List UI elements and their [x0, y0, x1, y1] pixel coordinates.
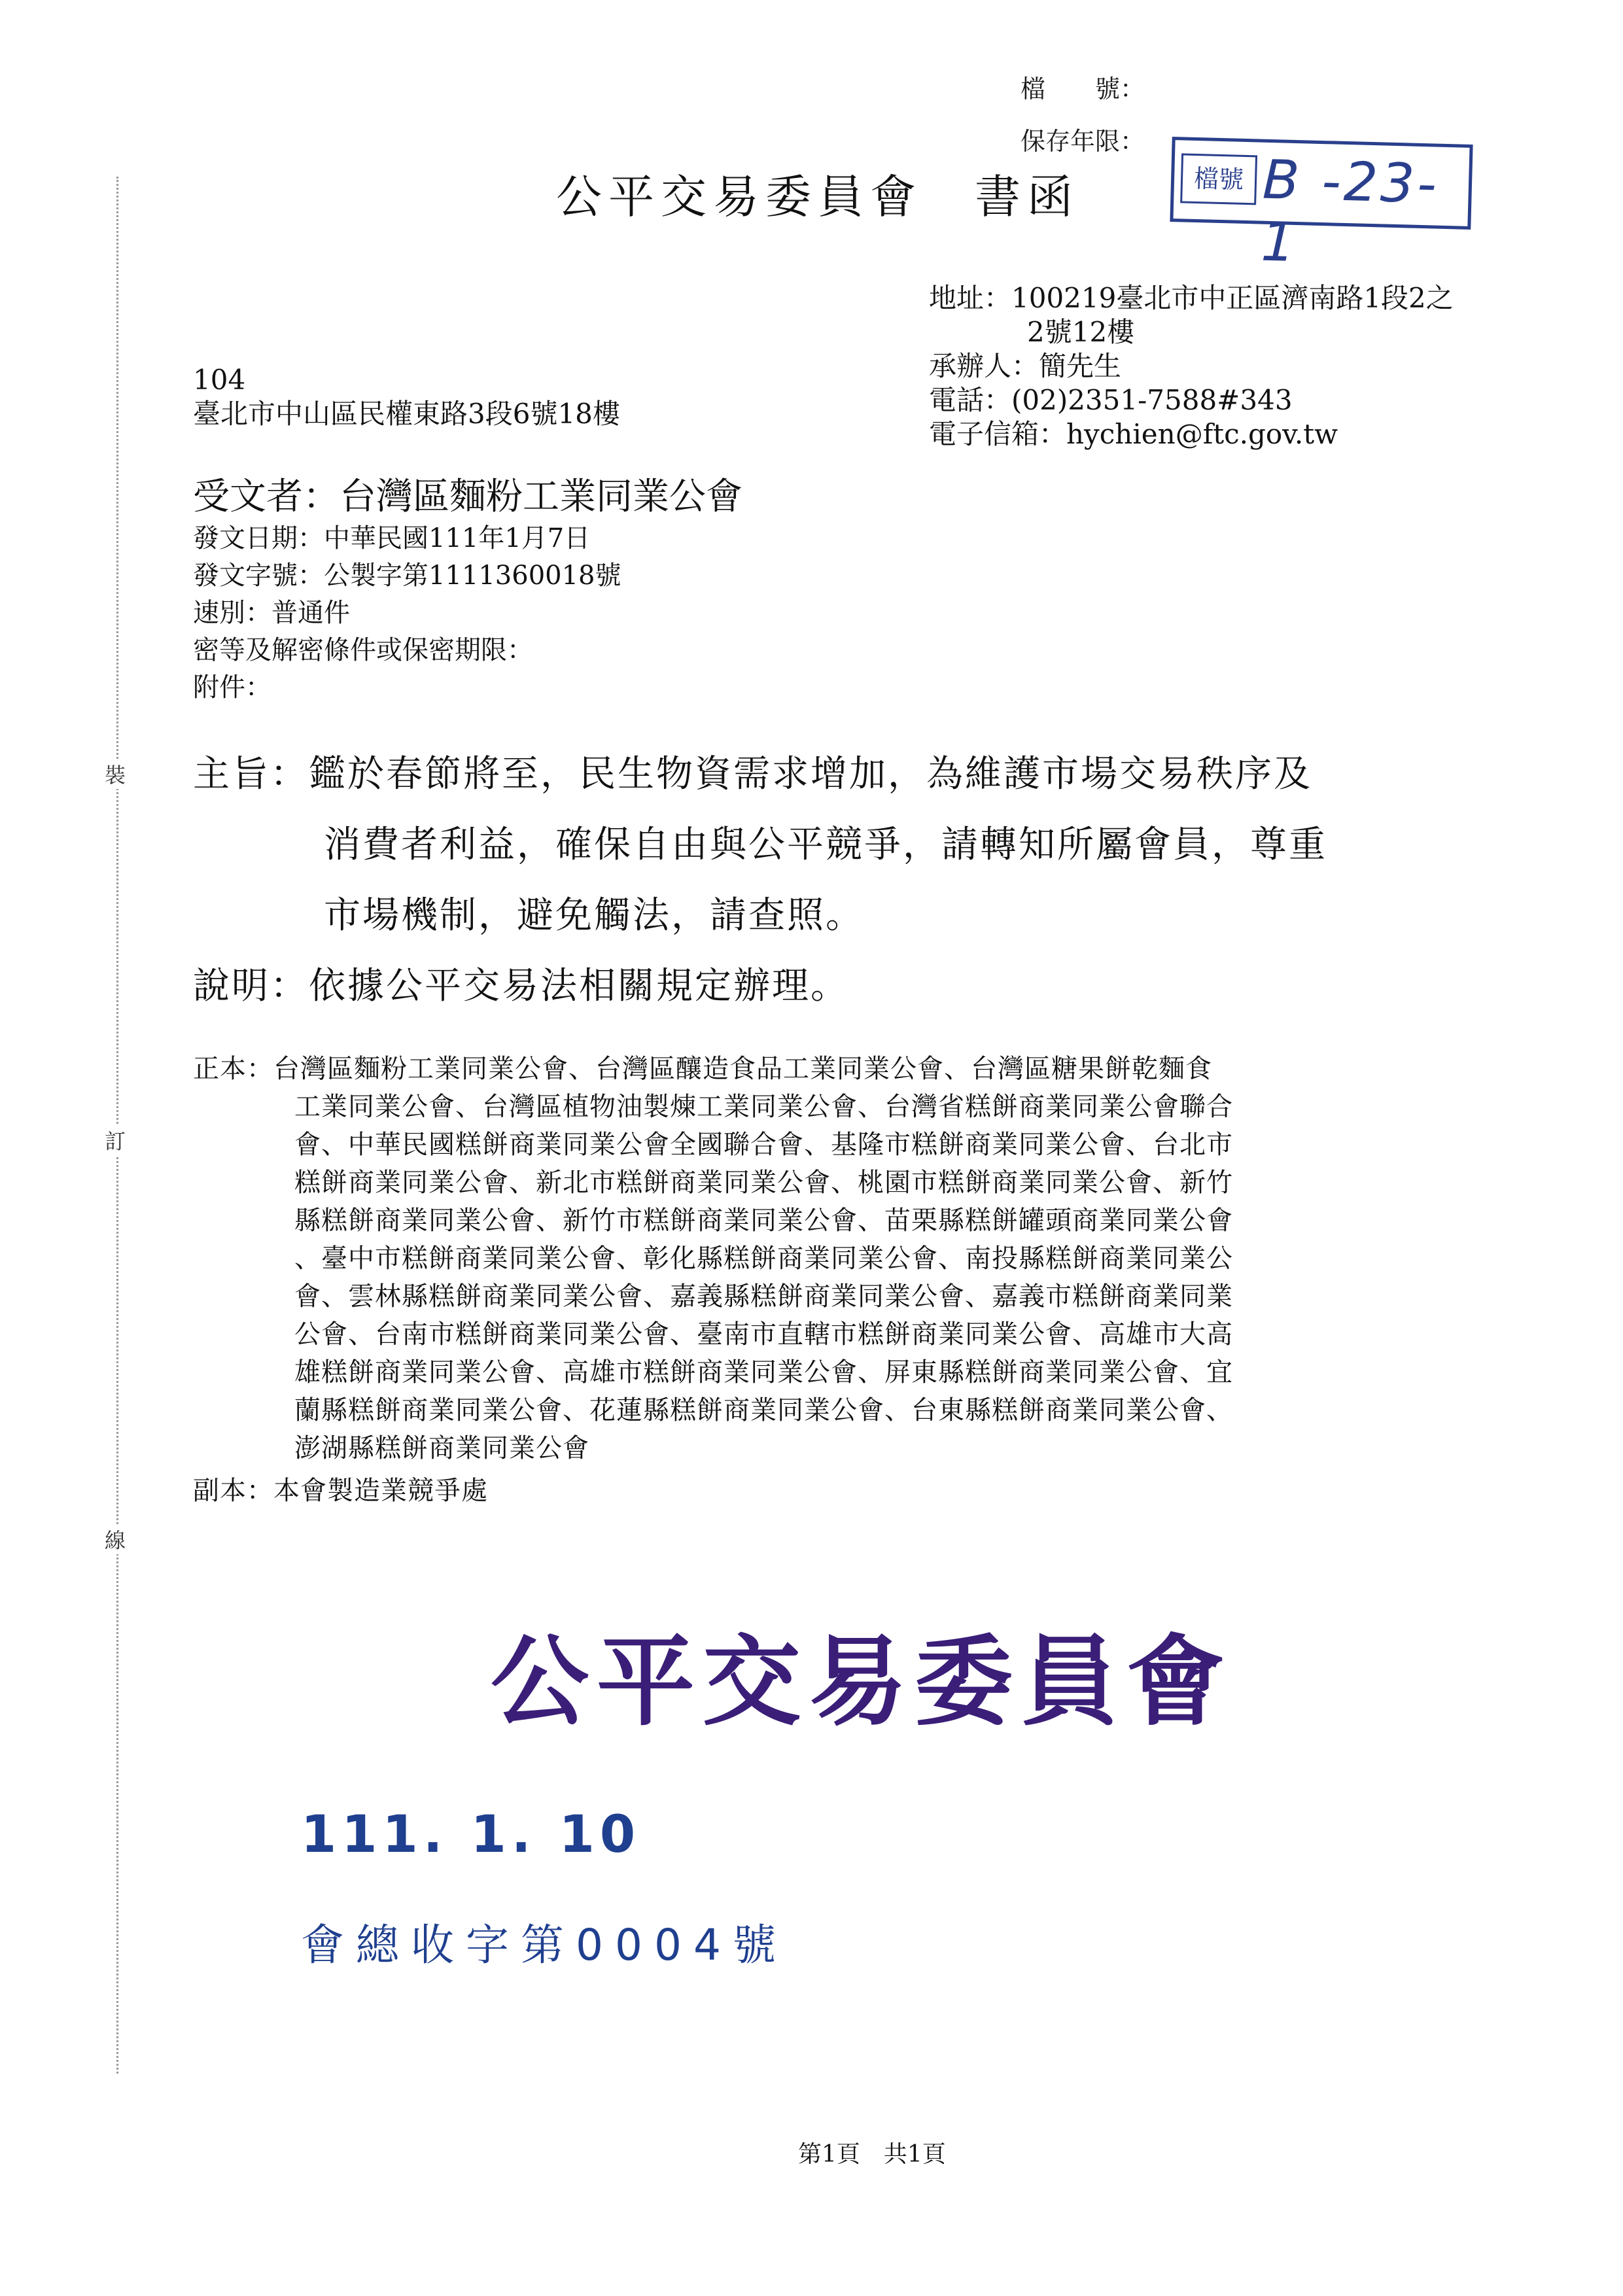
- file-number-label: 檔 號：: [1021, 75, 1145, 103]
- delivery-speed: 速別：普通件: [193, 598, 350, 628]
- document-number: 發文字號：公製字第1111360018號: [193, 561, 621, 591]
- attachments: 附件：: [193, 672, 271, 703]
- sender-contact: 承辦人：簡先生: [929, 350, 1122, 382]
- sender-phone: 電話：(02)2351-7588#343: [929, 384, 1293, 416]
- archive-stamp: [1170, 137, 1473, 275]
- distribution-line-3: 會、中華民國糕餅商業同業公會全國聯合會、基隆市糕餅商業同業公會、台北市: [294, 1130, 1233, 1160]
- recipient-address: 臺北市中山區民權東路3段6號18樓: [193, 398, 620, 430]
- binding-mark-ding: 訂: [105, 1125, 126, 1155]
- sender-address-line1: 地址：100219臺北市中正區濟南路1段2之: [929, 282, 1454, 314]
- archive-stamp-label: 檔號: [1180, 153, 1257, 205]
- distribution-line-4: 糕餅商業同業公會、新北市糕餅商業同業公會、桃園市糕餅商業同業公會、新竹: [294, 1168, 1233, 1198]
- page-indicator: 第1頁 共1頁: [798, 2141, 946, 2168]
- explanation: 說明：依據公平交易法相關規定辦理。: [193, 965, 849, 1007]
- archive-stamp-number: B -23-1: [1260, 148, 1440, 275]
- issue-date: 發文日期：中華民國111年1月7日: [193, 523, 591, 553]
- distribution-line-1: 正本：台灣區麵粉工業同業公會、台灣區釀造食品工業同業公會、台灣區糖果餅乾麵食: [193, 1054, 1212, 1084]
- subject-line-2: 消費者利益，確保自由與公平競爭，請轉知所屬會員，尊重: [324, 824, 1327, 866]
- distribution-line-11: 澎湖縣糕餅商業同業公會: [294, 1433, 589, 1463]
- recipient-name: 受文者：台灣區麵粉工業同業公會: [193, 476, 742, 518]
- subject-line-1: 主旨：鑑於春節將至，民生物資需求增加，為維護市場交易秩序及: [193, 753, 1312, 795]
- received-date-stamp: 111. 1. 10: [301, 1805, 641, 1864]
- distribution-line-8: 公會、台南市糕餅商業同業公會、臺南市直轄市糕餅商業同業公會、高雄市大高: [294, 1319, 1233, 1349]
- retention-period-label: 保存年限：: [1021, 127, 1145, 156]
- distribution-line-5: 縣糕餅商業同業公會、新竹市糕餅商業同業公會、苗栗縣糕餅罐頭商業同業公會: [294, 1206, 1233, 1236]
- recipient-postal-code: 104: [193, 364, 246, 396]
- official-seal: 公平交易委員會: [491, 1624, 1233, 1739]
- distribution-line-6: 、臺中市糕餅商業同業公會、彰化縣糕餅商業同業公會、南投縣糕餅商業同業公: [294, 1244, 1233, 1274]
- binding-mark-zhuang: 裝: [105, 759, 126, 789]
- document-title: 公平交易委員會 書函: [556, 170, 1079, 224]
- received-number-stamp: 會總收字第0004號: [301, 1920, 788, 1970]
- copy-recipients: 副本：本會製造業競爭處: [193, 1476, 488, 1506]
- sender-email: 電子信箱：hychien@ftc.gov.tw: [929, 418, 1338, 450]
- sender-address-line2: 2號12樓: [1027, 316, 1135, 348]
- distribution-line-7: 會、雲林縣糕餅商業同業公會、嘉義縣糕餅商業同業公會、嘉義市糕餅商業同業: [294, 1281, 1233, 1312]
- binding-mark-xian: 線: [105, 1524, 126, 1554]
- distribution-line-2: 工業同業公會、台灣區植物油製煉工業同業公會、台灣省糕餅商業同業公會聯合: [294, 1092, 1233, 1122]
- distribution-line-10: 蘭縣糕餅商業同業公會、花蓮縣糕餅商業同業公會、台東縣糕餅商業同業公會、: [294, 1395, 1233, 1425]
- subject-line-3: 市場機制，避免觸法，請查照。: [324, 894, 864, 937]
- secrecy-level: 密等及解密條件或保密期限：: [193, 635, 533, 665]
- distribution-line-9: 雄糕餅商業同業公會、高雄市糕餅商業同業公會、屏東縣糕餅商業同業公會、宜: [294, 1357, 1233, 1387]
